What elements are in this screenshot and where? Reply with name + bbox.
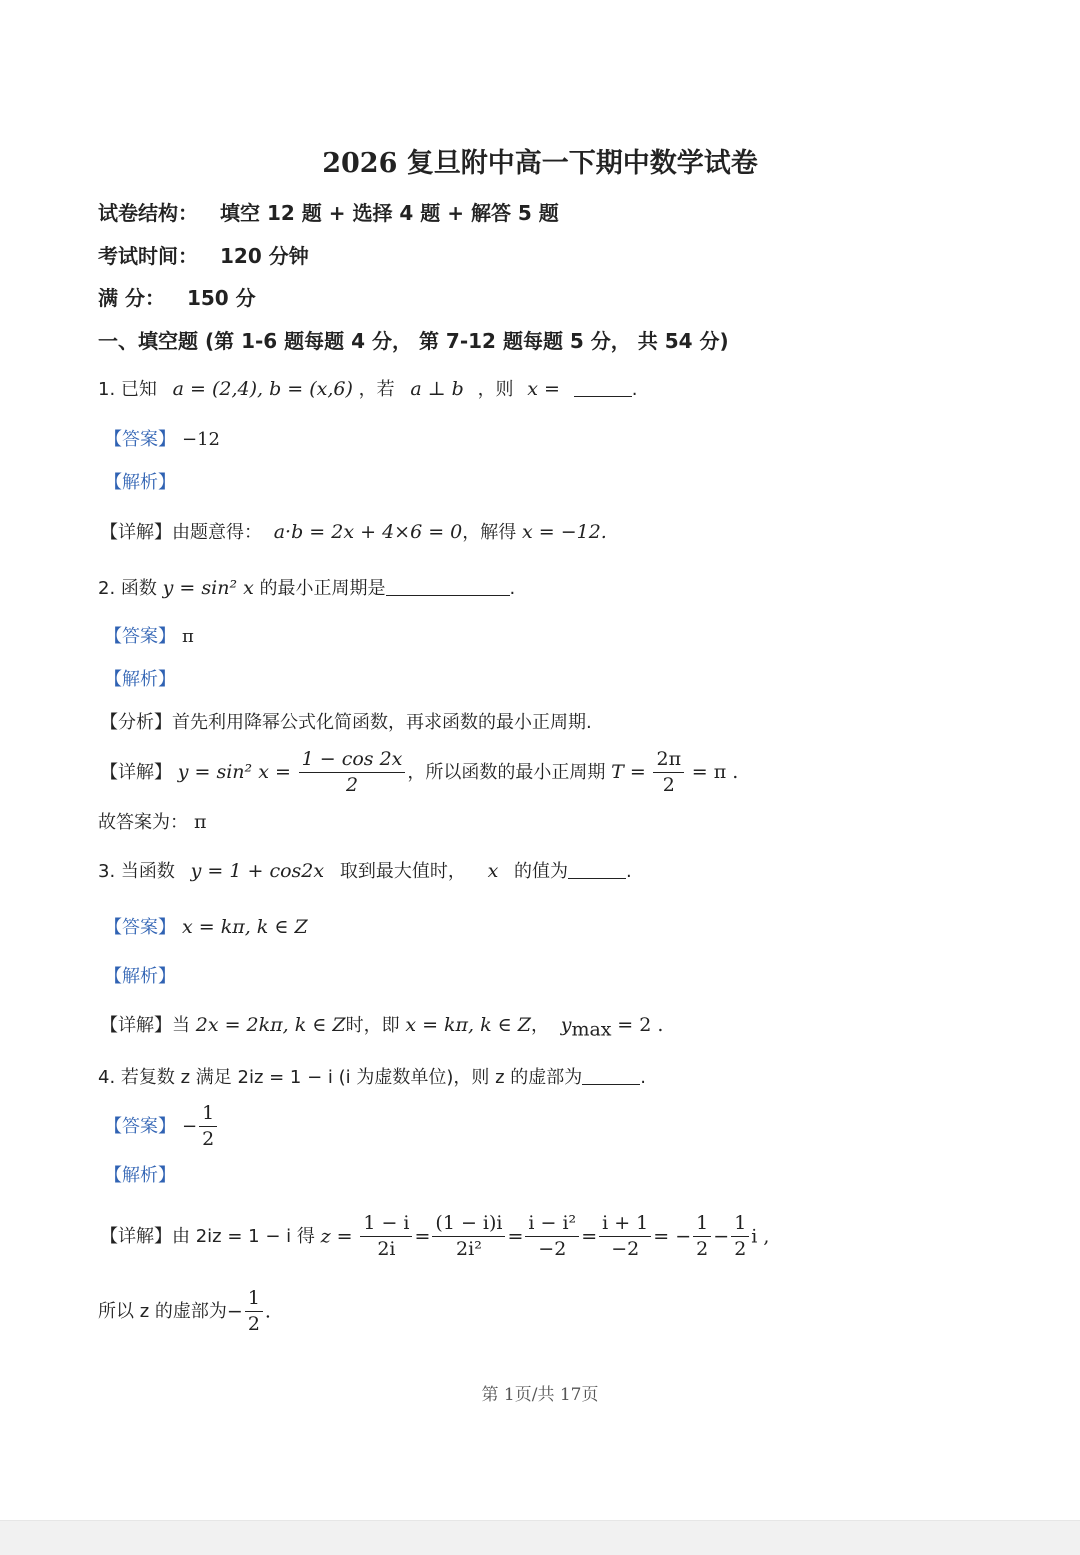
fraction: $\frac{1}{2}$	[731, 1212, 749, 1262]
time-value: 120 分钟	[220, 244, 309, 268]
structure-value: 填空 12 题 + 选择 4 题 + 解答 5 题	[220, 201, 559, 225]
question-4: 4. 若复数 z 满足 2iz = 1 − i (i 为虚数单位)，则 z 的虚部为 .	[98, 1067, 647, 1088]
answer-blank	[568, 862, 626, 879]
structure-label: 试卷结构：	[98, 201, 198, 225]
exam-score	[98, 288, 256, 308]
score-label: 满 分：	[98, 286, 165, 310]
fraction: $\frac{1 - \cos 2x}{2}$	[299, 748, 406, 798]
q2-answer: 【答案】 π	[104, 626, 194, 647]
q2-analysis-label: 【解析】	[104, 669, 176, 690]
answer-blank	[386, 579, 510, 596]
q4-analysis-label: 【解析】	[104, 1165, 176, 1186]
fraction: $\frac{1 - i}{2i}$	[360, 1212, 412, 1262]
q2-fenxi: 【分析】首先利用降幂公式化简函数，再求函数的最小正周期.	[100, 712, 592, 733]
answer-blank	[582, 1068, 640, 1085]
q2-conclusion: 故答案为： π	[98, 811, 207, 833]
time-label: 考试时间：	[98, 244, 198, 268]
question-2: 2. 函数 y = sin² x 的最小正周期是 .	[98, 577, 516, 599]
q3-analysis-label: 【解析】	[104, 966, 176, 987]
q1-analysis-label: 【解析】	[104, 472, 176, 493]
q4-answer: 【答案】 − $\frac{1}{2}$	[104, 1102, 219, 1152]
fraction: $\frac{1}{2}$	[199, 1102, 217, 1152]
q3-function: y = 1 + cos2x	[190, 860, 325, 882]
exam-structure	[98, 203, 559, 223]
q4-conclusion: 所以 z 的虚部为− $\frac{1}{2}$ .	[98, 1287, 271, 1337]
question-3: 3. 当函数 y = 1 + cos2x 取到最大值时， x 的值为 .	[98, 860, 632, 882]
q1-perpendicular: a ⊥ b	[410, 378, 464, 400]
fraction: $\frac{(1 - i)i}{\text{2i²}}$	[432, 1212, 505, 1262]
page-footer: 第 1页/共 17页	[481, 1385, 599, 1405]
fraction: $\frac{\text{i − i²}}{-2}$	[525, 1212, 579, 1262]
q1-condition: a = (2,4), b = (x,6)	[172, 378, 353, 400]
section-heading: 一、填空题 (第 1-6 题每题 4 分， 第 7-12 题每题 5 分， 共 54 分)	[98, 329, 729, 353]
q4-detail: 【详解】由 2iz = 1 − i 得 z = $\frac{1 - i}{2i}$ = $\frac{(1 - i)i}{\text{2i²}}$ = $\frac{\text{i − i²}}{-2}$ = $\frac{i + 1}{-2}$ = − $\frac{1}{2}$ − $\frac{1}{2}$ i ,	[100, 1212, 769, 1262]
page-title: 2026 复旦附中高一下期中数学试卷	[322, 148, 758, 179]
q3-answer: 【答案】 x = kπ, k ∈ Z	[104, 916, 308, 938]
viewer-bottom-bar	[0, 1520, 1080, 1555]
answer-blank	[574, 380, 632, 397]
q2-detail: 【详解】 y = sin² x = $\frac{1 - \cos 2x}{2}$ ，所以函数的最小正周期 T = $\frac{2\pi}{2}$ = π .	[100, 748, 738, 798]
fraction: $\frac{2\pi}{2}$	[653, 748, 684, 798]
fraction: $\frac{i + 1}{-2}$	[599, 1212, 651, 1262]
q1-detail: 【详解】由题意得： a·b = 2x + 4×6 = 0，解得 x = −12.	[100, 521, 607, 543]
q1-answer: 【答案】 −12	[104, 429, 220, 450]
q3-detail: 【详解】当 2x = 2kπ, k ∈ Z时，即 x = kπ, k ∈ Z， $y_{max} = 2$ .	[100, 1014, 664, 1041]
score-value: 150 分	[186, 286, 256, 310]
exam-time	[98, 246, 309, 266]
fraction: $\frac{1}{2}$	[693, 1212, 711, 1262]
fraction: $\frac{1}{2}$	[245, 1287, 263, 1337]
question-1: 1. 已知 a = (2,4), b = (x,6) ，若 a ⊥ b ，则 x = .	[98, 378, 638, 400]
q2-function: y = sin² x	[162, 577, 254, 599]
